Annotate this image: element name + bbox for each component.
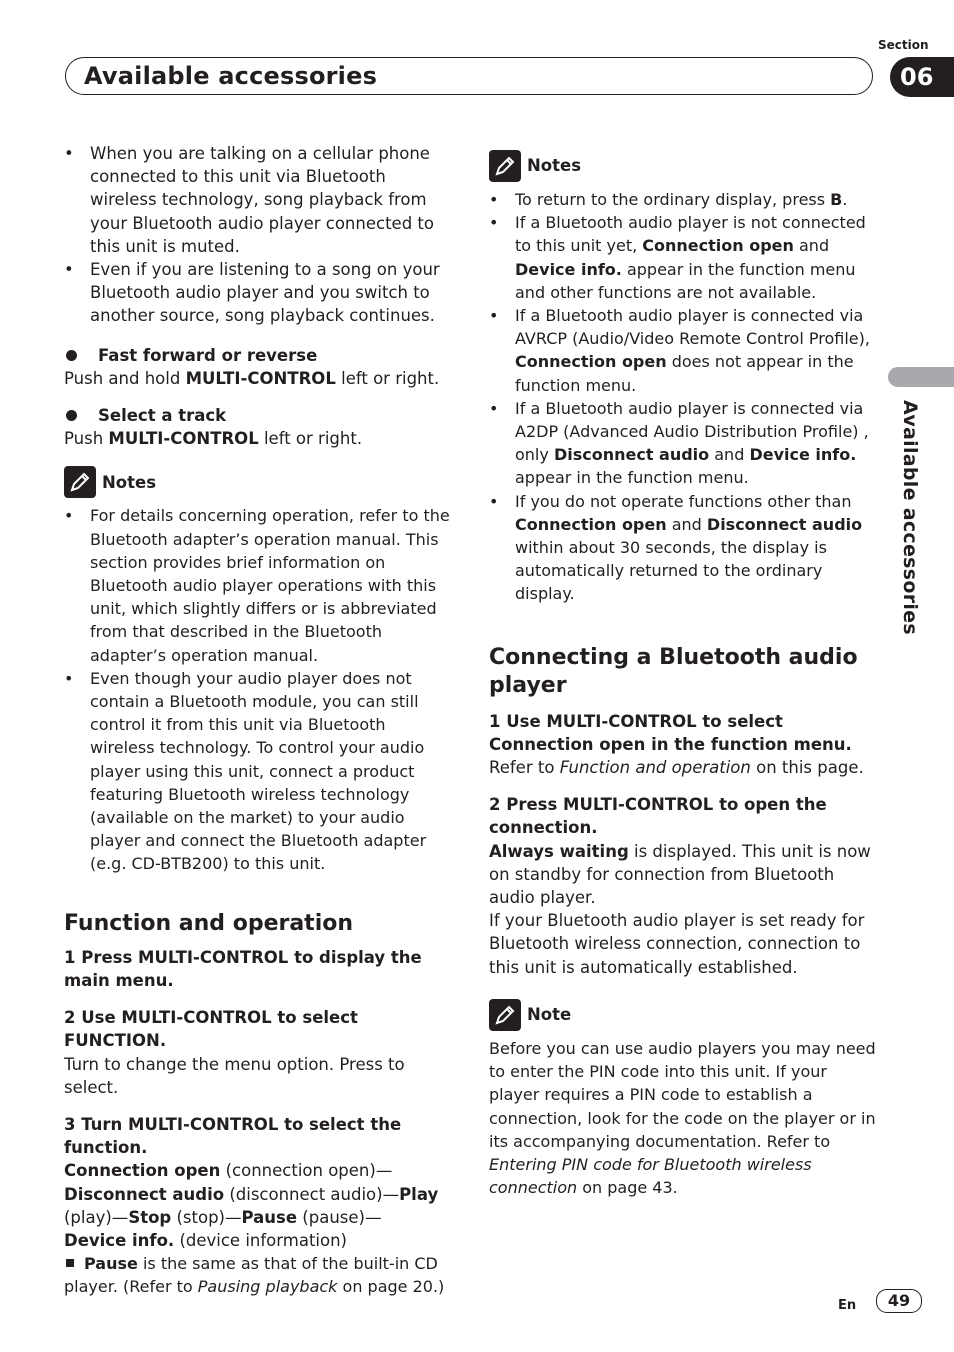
text: appear in the function menu.	[515, 468, 749, 488]
term: Always waiting	[489, 841, 629, 861]
heading-text: Select a track	[98, 406, 227, 426]
list-item	[489, 188, 881, 211]
term: Disconnect audio	[706, 514, 863, 534]
side-tab-marker	[888, 367, 954, 387]
term: B	[830, 190, 843, 209]
fast-forward-heading	[64, 344, 454, 367]
language-label: En	[838, 1298, 857, 1313]
text: is displayed. This unit is now on standby for connection from Bluetooth audio player.	[489, 841, 871, 908]
intro-bullets	[64, 142, 454, 328]
text: (connection open)—	[220, 1161, 393, 1181]
notes-label: Notes	[102, 472, 157, 492]
list-item	[489, 211, 881, 304]
text: Push	[64, 429, 109, 449]
text: (device information)	[174, 1230, 347, 1250]
pencil-note-icon	[489, 999, 521, 1031]
bullet-dot-icon	[66, 410, 77, 421]
list-item: • For details concerning operation, refer to the Bluetooth adapter’s operation manual. This section provides brief information on Bluetooth audio player operations with this unit, which slightly differs or is abbreviated from that described in the Bluetooth adapter’s operation manual.	[64, 504, 454, 666]
list-item: • Even if you are listening to a song on your Bluetooth audio player and you switch to another source, song playback continues.	[64, 258, 454, 328]
term: Disconnect audio	[64, 1184, 225, 1204]
square-bullet-icon	[66, 1259, 74, 1267]
text: If you do not operate functions other than	[515, 491, 852, 511]
step-2-text-2: If your Bluetooth audio player is set ready for Bluetooth wireless connection, connection to this unit is automatically established.	[489, 911, 865, 977]
term: Device info.	[64, 1230, 175, 1250]
pause-note	[64, 1252, 454, 1298]
text: If a Bluetooth audio player is connected via A2DP (Advanced Audio Distribution Profile) , only	[515, 398, 869, 465]
text: on this page.	[750, 758, 864, 778]
text: and	[793, 236, 830, 256]
term: Device info.	[515, 259, 622, 279]
step-2-text: Turn to change the menu option. Press to select.	[64, 1054, 405, 1097]
bullet-dot-icon	[66, 350, 77, 361]
side-section-label: Available accessories	[899, 400, 921, 635]
term: Disconnect audio	[553, 445, 710, 465]
text: To return to the ordinary display, press	[515, 190, 831, 209]
term: Connection open	[64, 1161, 221, 1181]
step-1: 1 Press MULTI-CONTROL to display the main menu.	[64, 947, 422, 990]
text: appear in the function menu and other functions are not available.	[515, 259, 856, 302]
text: If a Bluetooth audio player is not connected to this unit yet,	[515, 213, 866, 256]
pin-note-text	[489, 1037, 881, 1199]
cross-reference: Function and operation	[559, 758, 751, 778]
term: Stop	[128, 1207, 172, 1227]
section-label: Section	[878, 38, 929, 52]
text: does not appear in the function menu.	[515, 352, 854, 395]
notes-list	[64, 504, 454, 875]
term: Connection open	[642, 236, 794, 256]
list-item	[489, 397, 881, 490]
function-list	[64, 1159, 454, 1252]
term: Connection open	[515, 352, 667, 372]
text: and	[666, 514, 707, 534]
term: Play	[399, 1184, 439, 1204]
fast-forward-text	[64, 367, 454, 390]
text: on page 20.)	[337, 1277, 445, 1297]
list-item: • When you are talking on a cellular phone connected to this unit via Bluetooth wireless technology, song playback from your Bluetooth audio player connected to this unit is muted.	[64, 142, 454, 258]
step-1-text	[489, 756, 881, 779]
text: within about 30 seconds, the display is automatically returned to the ordinary display.	[515, 538, 827, 604]
cross-reference: Pausing playback	[197, 1277, 338, 1297]
cross-reference: Entering PIN code for Bluetooth wireless connection	[489, 1154, 812, 1198]
heading-text: Fast forward or reverse	[98, 345, 318, 365]
step-2: 2 Use MULTI-CONTROL to select FUNCTION.	[64, 1008, 358, 1051]
list-item: • Even though your audio player does not contain a Bluetooth module, you can still control it from this unit via Bluetooth wireless technology. To control your audio player using this unit, connect a product featuring Bluetooth wireless technology (available on the market) to your audio player and connect the Bluetooth adapter (e.g. CD-BTB200) to this unit.	[64, 667, 454, 876]
right-column	[489, 150, 881, 1199]
bold-term: MULTI-CONTROL	[108, 429, 259, 449]
pencil-note-icon	[64, 466, 96, 498]
text: Push and hold	[64, 368, 186, 388]
notes-header	[64, 466, 454, 498]
text: (disconnect audio)—	[224, 1184, 400, 1204]
term: Connection open	[515, 514, 667, 534]
term: Device info.	[749, 445, 857, 465]
text: Before you can use audio players you may need to enter the PIN code into this unit. If your player requires a PIN code to establish a connection, look for the code on the player or in its accompanying documentation. Refer to	[489, 1038, 876, 1151]
text: (play)—	[64, 1207, 129, 1227]
pencil-note-icon	[489, 150, 521, 182]
text: .	[842, 190, 848, 209]
notes-list	[489, 188, 881, 606]
text: (pause)—	[297, 1207, 382, 1227]
left-column	[64, 142, 454, 1299]
section-number-badge: 06	[890, 57, 954, 97]
step-2-text	[489, 840, 881, 910]
page-title: Available accessories	[84, 62, 378, 90]
text: on page 43.	[577, 1178, 678, 1198]
list-item	[489, 304, 881, 397]
text: (stop)—	[171, 1207, 242, 1227]
text: left or right.	[335, 368, 440, 388]
list-item	[489, 490, 881, 606]
note-label: Note	[527, 1005, 572, 1025]
connecting-title: Connecting a Bluetooth audio player	[489, 644, 858, 698]
step-2: 2 Press MULTI-CONTROL to open the connection.	[489, 795, 827, 838]
notes-header	[489, 150, 881, 182]
step-3: 3 Turn MULTI-CONTROL to select the function.	[64, 1114, 402, 1158]
text: is the same as that of the built-in CD player. (Refer to	[64, 1254, 438, 1297]
text: and	[709, 445, 750, 465]
term: Pause	[84, 1254, 138, 1274]
term: Pause	[241, 1207, 298, 1227]
step-1: 1 Use MULTI-CONTROL to select Connection open in the function menu.	[489, 711, 852, 754]
text: If a Bluetooth audio player is connected via AVRCP (Audio/Video Remote Control Profile),	[515, 306, 870, 349]
bold-term: MULTI-CONTROL	[185, 368, 336, 388]
select-track-heading	[64, 404, 454, 427]
select-track-text	[64, 427, 454, 450]
text: left or right.	[258, 429, 363, 449]
text: Refer to	[489, 758, 560, 778]
notes-label: Notes	[527, 156, 582, 176]
page-number: 49	[876, 1289, 922, 1313]
function-operation-title: Function and operation	[64, 910, 354, 936]
note-header	[489, 999, 881, 1031]
